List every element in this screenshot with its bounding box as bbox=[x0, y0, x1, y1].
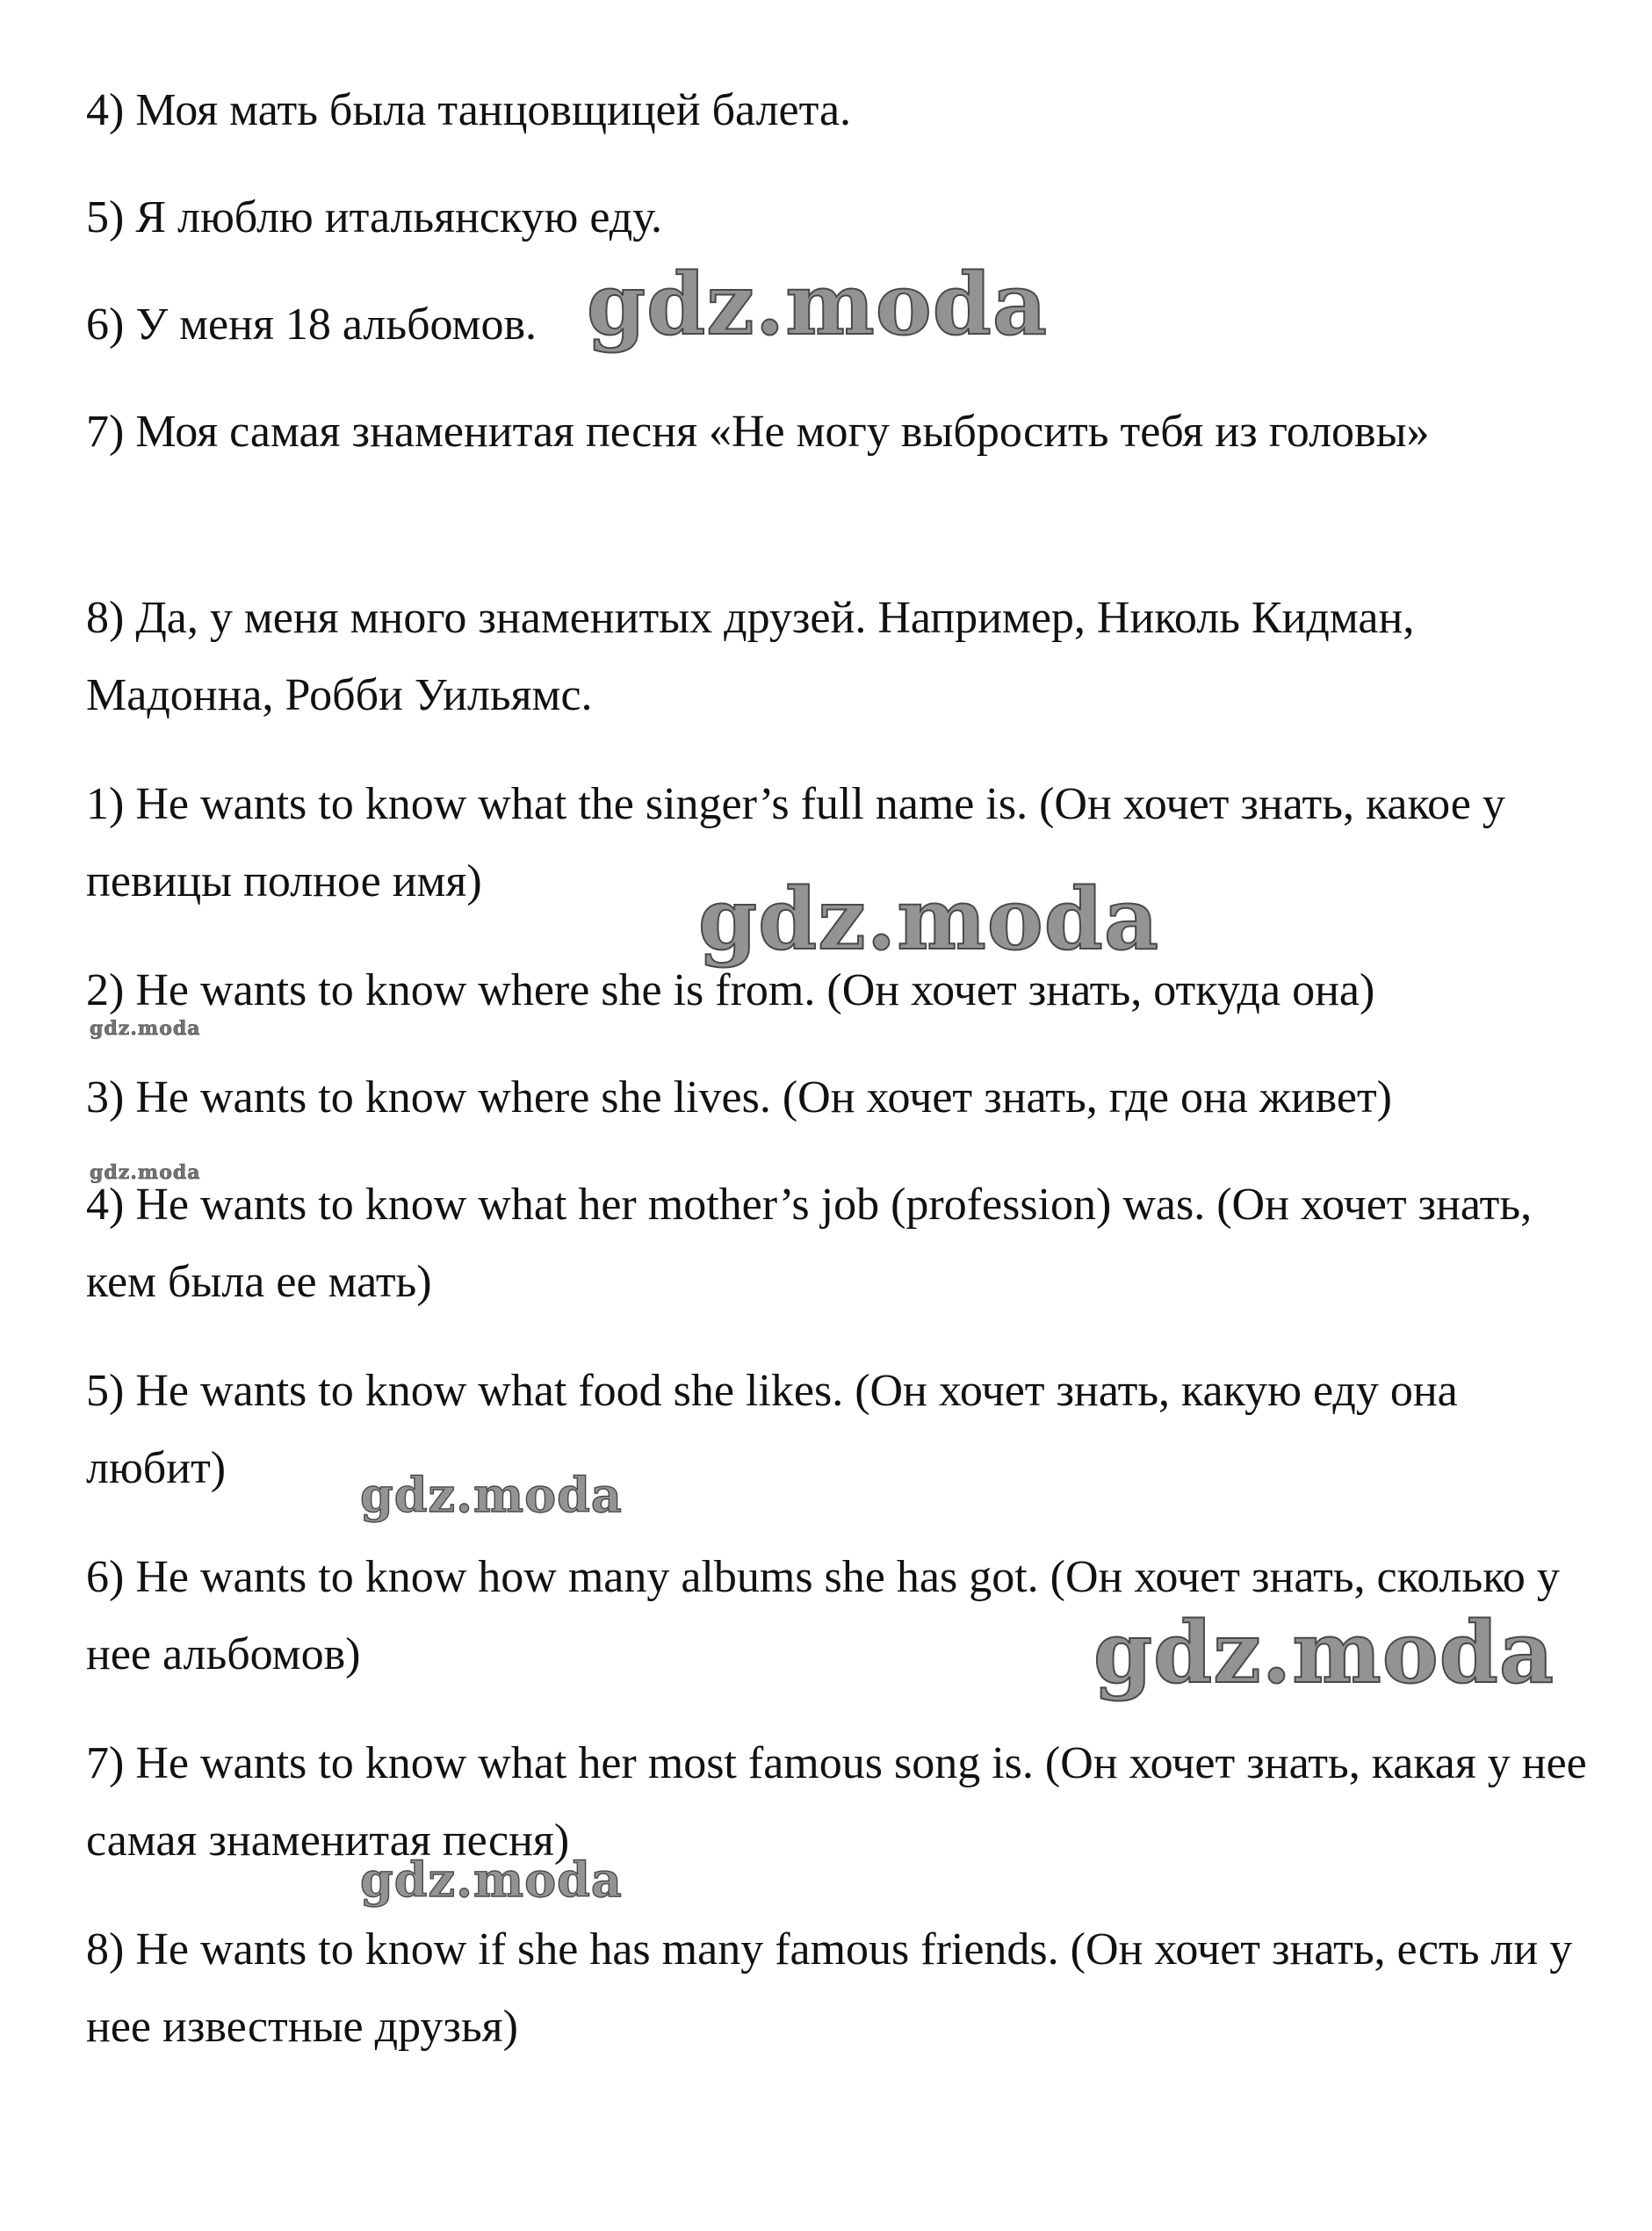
paragraph-ru-5: 5) Я люблю итальянскую еду. bbox=[86, 192, 662, 242]
watermark-logo: gdz.moda bbox=[90, 1161, 201, 1184]
watermark-logo: gdz.moda bbox=[1093, 1603, 1555, 1702]
watermark-logo: gdz.moda bbox=[360, 1467, 623, 1523]
paragraph-ru-4: 4) Моя мать была танцовщицей балета. bbox=[86, 85, 852, 135]
watermark-logo: gdz.moda bbox=[90, 1017, 201, 1040]
paragraph-en-8: 8) He wants to know if she has many famous friends. (Он хочет знать, есть ли у нее известные друзья) bbox=[86, 1924, 1573, 2052]
paragraph-en-6: 6) He wants to know how many albums she has got. (Он хочет знать, сколько у нее альбомов) bbox=[86, 1552, 1560, 1679]
paragraph-en-7: 7) He wants to know what her most famous song is. (Он хочет знать, какая у нее самая знаменитая песня) bbox=[86, 1738, 1587, 1866]
paragraph-en-3: 3) He wants to know where she lives. (Он хочет знать, где она живет) bbox=[86, 1072, 1393, 1123]
watermark-logo: gdz.moda bbox=[698, 870, 1160, 969]
paragraph-en-5: 5) He wants to know what food she likes. (Он хочет знать, какую еду она любит) bbox=[86, 1366, 1458, 1493]
paragraph-ru-8: 8) Да, у меня много знаменитых друзей. Например, Николь Кидман, Мадонна, Робби Уильямс. bbox=[86, 593, 1415, 720]
paragraph-en-4: 4) He wants to know what her mother’s job (profession) was. (Он хочет знать, кем была ее мать) bbox=[86, 1180, 1533, 1307]
paragraph-ru-7: 7) Моя самая знаменитая песня «Не могу выбросить тебя из головы» bbox=[86, 407, 1430, 457]
watermark-logo: gdz.moda bbox=[360, 1852, 623, 1908]
paragraph-en-1: 1) He wants to know what the singer’s full name is. (Он хочет знать, какое у певицы полное имя) bbox=[86, 779, 1505, 906]
watermark-logo: gdz.moda bbox=[587, 255, 1049, 354]
paragraph-ru-6: 6) У меня 18 альбомов. bbox=[86, 300, 537, 350]
paragraph-en-2: 2) He wants to know where she is from. (Он хочет знать, откуда она) bbox=[86, 965, 1375, 1015]
